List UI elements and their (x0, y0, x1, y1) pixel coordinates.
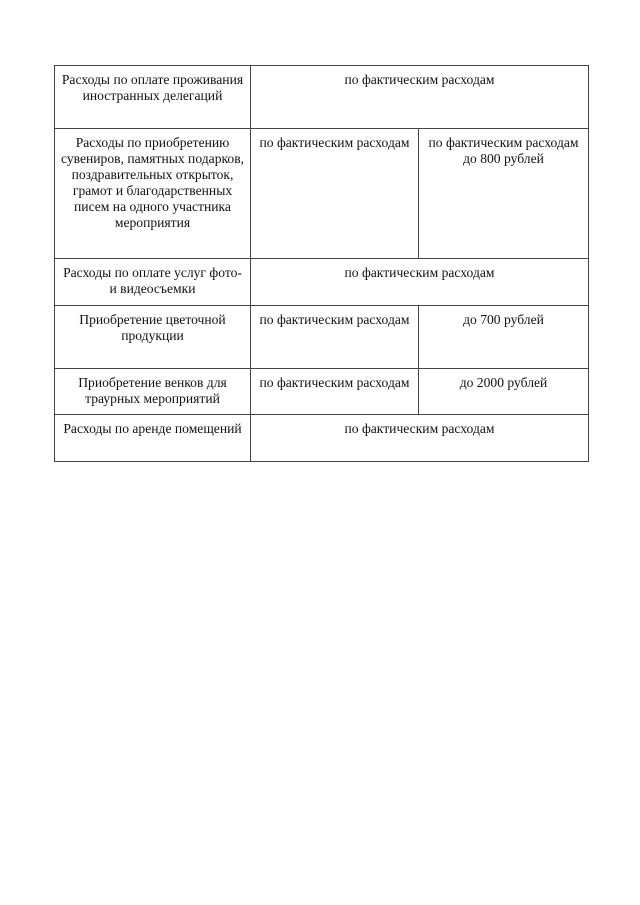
expense-item-label: Расходы по оплате услуг фото- и видеосъемки (63, 265, 242, 296)
expense-norm-label: по фактическим расходам (344, 265, 495, 280)
table-row (55, 306, 589, 369)
expense-item-label: Приобретение венков для траурных мероприятий (78, 375, 227, 406)
expense-norm-label: по фактическим расходам (259, 375, 410, 390)
table-row (55, 66, 589, 129)
expense-norm-cell (251, 259, 589, 306)
expense-norm-label: по фактическим расходам (344, 421, 495, 436)
expense-norm-cell (251, 129, 419, 259)
expense-item-cell (55, 259, 251, 306)
expense-norm-label: по фактическим расходам (259, 312, 410, 327)
expense-limit-cell (419, 129, 589, 259)
table-row (55, 369, 589, 415)
table-row (55, 415, 589, 462)
expense-item-label: Приобретение цветочной продукции (79, 312, 226, 343)
expense-norm-label: по фактическим расходам (259, 135, 410, 150)
expense-norm-label: по фактическим расходам (344, 72, 495, 87)
table-row (55, 129, 589, 259)
expense-norm-cell (251, 369, 419, 415)
expense-item-cell (55, 306, 251, 369)
expense-item-cell (55, 129, 251, 259)
table-row (55, 259, 589, 306)
expense-limit-label: до 700 рублей (463, 312, 544, 327)
expense-limit-label: до 2000 рублей (459, 375, 548, 390)
expense-limit-cell (419, 306, 589, 369)
expense-norms-table (54, 65, 589, 462)
expense-norm-cell (251, 66, 589, 129)
expense-norm-cell (251, 306, 419, 369)
expense-item-label: Расходы по аренде помещений (63, 421, 242, 436)
expense-item-cell (55, 66, 251, 129)
expense-limit-label: по фактическим расходам до 800 рублей (428, 135, 579, 166)
expense-item-cell (55, 369, 251, 415)
expense-limit-cell (419, 369, 589, 415)
expense-item-label: Расходы по оплате проживания иностранных делегаций (61, 72, 244, 103)
expense-item-cell (55, 415, 251, 462)
expense-item-label: Расходы по приобретению сувениров, памятных подарков, поздравительных открыток, грамот и благодарственных писем на одного участника мероприятия (60, 135, 245, 230)
expense-norm-cell (251, 415, 589, 462)
